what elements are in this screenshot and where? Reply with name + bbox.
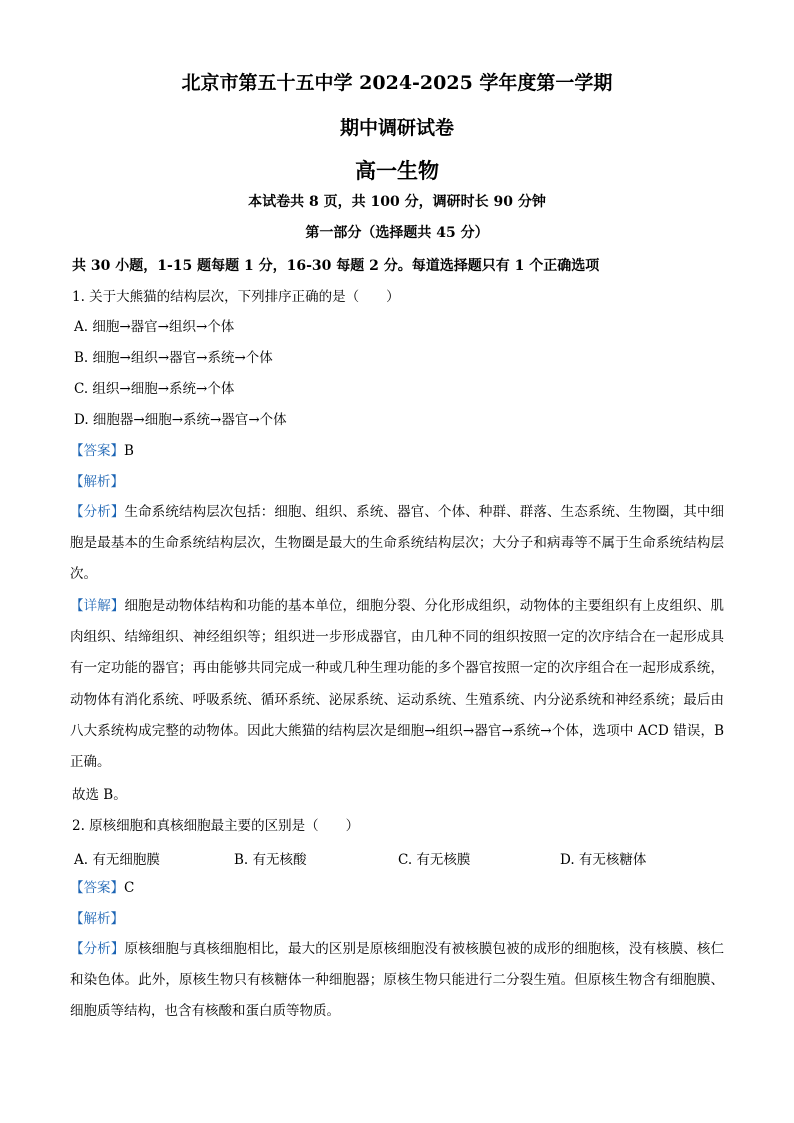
question-1-analysis-tag: 【解析】 xyxy=(70,474,124,490)
answer-tag: 【答案】 xyxy=(70,443,124,459)
answer-value: C xyxy=(124,880,135,896)
question-2-stem: 2. 原核细胞和真核细胞最主要的区别是（ ） xyxy=(72,818,360,834)
question-1-conclusion: 故选 B。 xyxy=(72,787,127,803)
fenxi-tag: 【分析】 xyxy=(70,504,125,520)
exam-subtitle: 期中调研试卷 xyxy=(339,117,454,139)
question-2-analysis-tag: 【解析】 xyxy=(70,911,124,927)
fenxi-text: 生命系统结构层次包括：细胞、组织、系统、器官、个体、种群、群落、生态系统、生物圈，其中细胞是最基本的生命系统结构层次，生物圈是最大的生命系统结构层次；大分子和病毒等不属于生命系统结构层次。 xyxy=(70,504,725,583)
question-1-xiangjie xyxy=(70,591,724,778)
exam-title: 北京市第五十五中学 2024-2025 学年度第一学期 xyxy=(181,72,613,94)
question-1-stem: 1. 关于大熊猫的结构层次，下列排序正确的是（ ） xyxy=(72,289,400,305)
question-2-fenxi xyxy=(70,934,724,1028)
question-2-answer xyxy=(70,879,134,897)
question-2-option-c: C. 有无核膜 xyxy=(398,852,471,868)
fenxi-tag: 【分析】 xyxy=(70,941,125,957)
fenxi-text: 原核细胞与真核细胞相比，最大的区别是原核细胞没有被核膜包被的成形的细胞核，没有核膜、核仁和染色体。此外，原核生物只有核糖体一种细胞器；原核生物只能进行二分裂生殖。但原核生物含有细胞膜、细胞质等结构，也含有核酸和蛋白质等物质。 xyxy=(70,941,725,1020)
xiangjie-text: 细胞是动物体结构和功能的基本单位，细胞分裂、分化形成组织，动物体的主要组织有上皮组织、肌肉组织、结缔组织、神经组织等；组织进一步形成器官，由几种不同的组织按照一定的次序结合在一起形成具有一定功能的器官；再由能够共同完成一种或几种生理功能的多个器官按照一定的次序组合在一起形成系统，动物体有消化系统、呼吸系统、循环系统、泌尿系统、运动系统、生殖系统、内分泌系统和神经系统；最后由八大系统构成完整的动物体。因此大熊猫的结构层次是细胞→组织→器官→系统→个体，选项中 ACD 错误，B 正确。 xyxy=(70,598,725,771)
question-2-option-b: B. 有无核酸 xyxy=(234,852,307,868)
question-1-option-a: A. 细胞→器官→组织→个体 xyxy=(74,319,235,335)
section-instruction: 共 30 小题，1-15 题每题 1 分，16-30 每题 2 分。每道选择题只有 1 个正确选项 xyxy=(72,258,600,274)
xiangjie-tag: 【详解】 xyxy=(70,598,125,614)
question-2-option-d: D. 有无核糖体 xyxy=(560,852,647,868)
question-1-option-b: B. 细胞→组织→器官→系统→个体 xyxy=(74,350,273,366)
question-1-option-d: D. 细胞器→细胞→系统→器官→个体 xyxy=(74,412,287,428)
answer-tag: 【答案】 xyxy=(70,880,124,896)
question-2-option-a: A. 有无细胞膜 xyxy=(74,852,160,868)
question-1-option-c: C. 组织→细胞→系统→个体 xyxy=(74,381,235,397)
question-1-fenxi xyxy=(70,497,724,591)
question-1-answer xyxy=(70,442,134,460)
exam-info: 本试卷共 8 页，共 100 分，调研时长 90 分钟 xyxy=(248,194,546,210)
subject-title: 高一生物 xyxy=(355,158,439,183)
answer-value: B xyxy=(124,443,134,459)
part-heading: 第一部分（选择题共 45 分） xyxy=(305,225,489,241)
